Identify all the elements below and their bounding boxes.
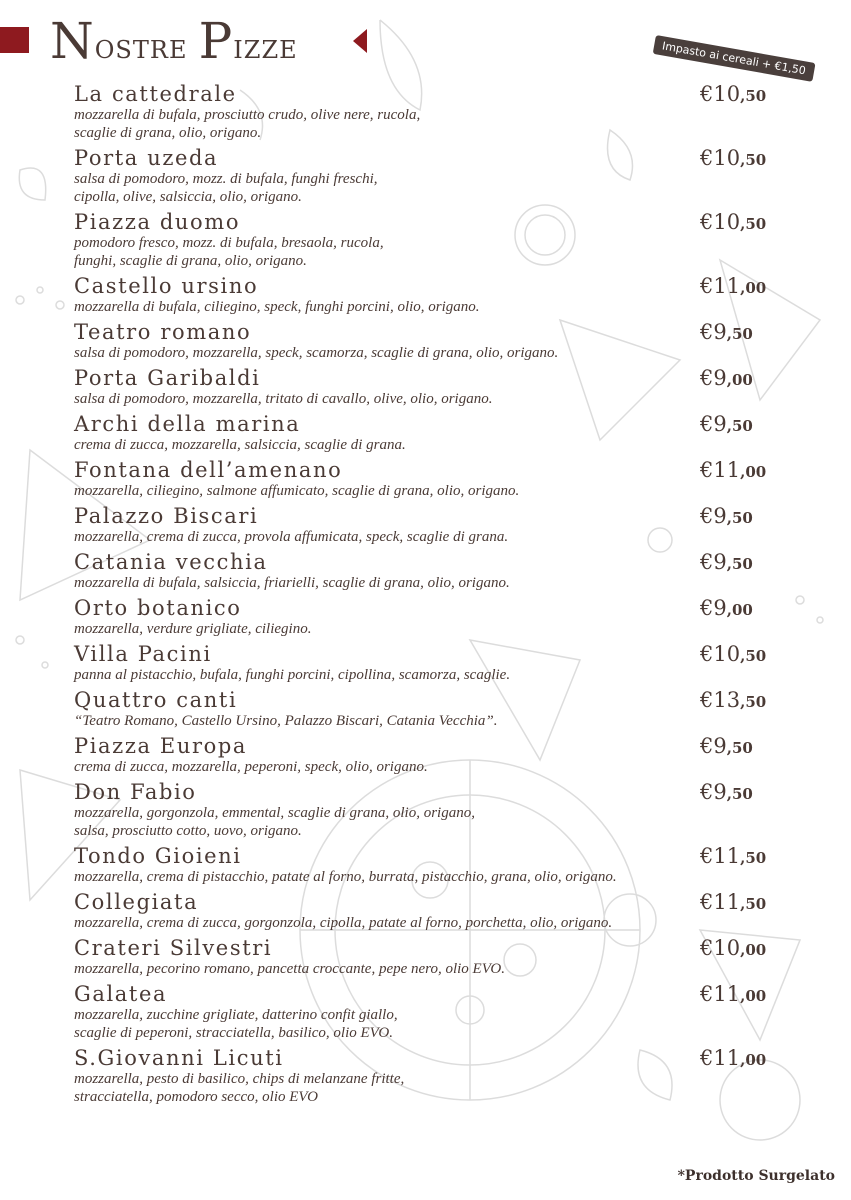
menu-item: [74, 982, 794, 1042]
pizza-ingredients: mozzarella, crema di pistacchio, patate al forno, burrata, pistacchio, grana, olio, origano.: [74, 869, 617, 885]
pizza-ingredients: mozzarella di bufala, ciliegino, speck, funghi porcini, olio, origano.: [74, 299, 480, 315]
price-euros: €11: [700, 844, 741, 868]
pizza-name: Piazza Europa: [74, 734, 247, 758]
pizza-price: [700, 550, 753, 576]
pizza-price: [700, 458, 766, 484]
pizza-price: [700, 936, 766, 962]
menu-item: [74, 274, 794, 316]
pizza-price: [700, 844, 766, 870]
price-euros: €10: [700, 82, 741, 106]
price-cents: ,00: [740, 279, 767, 297]
pizza-name: Archi della marina: [74, 412, 301, 436]
pizza-ingredients: mozzarella, zucchine grigliate, datterino confit giallo, scaglie di peperoni, stracciatella, basilico, olio EVO.: [74, 1007, 398, 1041]
pizza-name: Orto botanico: [74, 596, 242, 620]
price-cents: ,50: [740, 895, 767, 913]
price-cents: ,00: [740, 463, 767, 481]
price-cents: ,00: [740, 1051, 767, 1069]
menu-item: [74, 504, 794, 546]
price-euros: €9: [700, 780, 727, 804]
price-euros: €10: [700, 936, 741, 960]
price-cents: ,50: [726, 509, 753, 527]
pizza-ingredients: mozzarella, pesto di basilico, chips di melanzane fritte, stracciatella, pomodoro secco, olio EVO: [74, 1071, 405, 1105]
price-euros: €10: [700, 210, 741, 234]
price-euros: €11: [700, 458, 741, 482]
pizza-ingredients: mozzarella, gorgonzola, emmental, scaglie di grana, olio, origano, salsa, prosciutto cotto, uovo, origano.: [74, 805, 475, 839]
price-euros: €10: [700, 642, 741, 666]
menu-item: [74, 936, 794, 978]
price-cents: ,50: [740, 647, 767, 665]
pizza-name: Don Fabio: [74, 780, 197, 804]
menu-item: [74, 366, 794, 408]
pizza-name: S.Giovanni Licuti: [74, 1046, 284, 1070]
pizza-name: La cattedrale: [74, 82, 237, 106]
price-cents: ,50: [726, 785, 753, 803]
pizza-name: Teatro romano: [74, 320, 252, 344]
price-cents: ,50: [726, 325, 753, 343]
menu-item: [74, 210, 794, 270]
pizza-name: Fontana dell’amenano: [74, 458, 343, 482]
pizza-price: [700, 146, 766, 172]
pizza-name: Palazzo Biscari: [74, 504, 259, 528]
pizza-ingredients: mozzarella, verdure grigliate, ciliegino.: [74, 621, 312, 637]
price-euros: €11: [700, 890, 741, 914]
menu-item: [74, 688, 794, 730]
pizza-price: [700, 274, 766, 300]
price-euros: €11: [700, 982, 741, 1006]
pizza-price: [700, 1046, 766, 1072]
price-euros: €9: [700, 366, 727, 390]
pizza-price: [700, 210, 766, 236]
price-euros: €11: [700, 274, 741, 298]
pizza-price: [700, 780, 753, 806]
pizza-list: [74, 82, 794, 1110]
pizza-ingredients: mozzarella di bufala, prosciutto crudo, olive nere, rucola, scaglie di grana, olio, origano.: [74, 107, 421, 141]
menu-item: [74, 596, 794, 638]
pizza-price: [700, 504, 753, 530]
pizza-ingredients: mozzarella, crema di zucca, gorgonzola, cipolla, patate al forno, porchetta, olio, origano.: [74, 915, 613, 931]
price-euros: €9: [700, 734, 727, 758]
price-euros: €13: [700, 688, 741, 712]
price-cents: ,50: [740, 849, 767, 867]
pizza-ingredients: salsa di pomodoro, mozzarella, speck, scamorza, scaglie di grana, olio, origano.: [74, 345, 559, 361]
pizza-price: [700, 412, 753, 438]
price-euros: €9: [700, 550, 727, 574]
pizza-ingredients: mozzarella, pecorino romano, pancetta croccante, pepe nero, olio EVO.: [74, 961, 505, 977]
pizza-name: Castello ursino: [74, 274, 259, 298]
price-euros: €9: [700, 412, 727, 436]
header-accent-bar: [0, 27, 29, 53]
menu-item: [74, 82, 794, 142]
frozen-product-footnote: *Prodotto Surgelato: [677, 1168, 835, 1184]
pizza-name: Galatea: [74, 982, 168, 1006]
price-euros: €9: [700, 504, 727, 528]
price-cents: ,50: [726, 739, 753, 757]
pizza-ingredients: mozzarella, crema di zucca, provola affumicata, speck, scaglie di grana.: [74, 529, 509, 545]
menu-item: [74, 890, 794, 932]
pizza-name: Tondo Gioieni: [74, 844, 242, 868]
menu-item: [74, 320, 794, 362]
price-cents: ,50: [740, 87, 767, 105]
price-cents: ,00: [726, 371, 753, 389]
pizza-price: [700, 596, 753, 622]
pizza-price: [700, 366, 753, 392]
pizza-price: [700, 82, 766, 108]
price-euros: €9: [700, 596, 727, 620]
pizza-price: [700, 642, 766, 668]
pizza-name: Piazza duomo: [74, 210, 241, 234]
pizza-price: [700, 734, 753, 760]
price-cents: ,50: [740, 693, 767, 711]
pizza-ingredients: crema di zucca, mozzarella, salsiccia, scaglie di grana.: [74, 437, 406, 453]
price-cents: ,00: [740, 987, 767, 1005]
pizza-price: [700, 982, 766, 1008]
pizza-name: Crateri Silvestri: [74, 936, 273, 960]
page-title: Nostre Pizze: [50, 12, 298, 70]
price-euros: €10: [700, 146, 741, 170]
price-cents: ,50: [740, 215, 767, 233]
price-cents: ,00: [726, 601, 753, 619]
price-cents: ,50: [726, 417, 753, 435]
price-cents: ,50: [726, 555, 753, 573]
pizza-ingredients: salsa di pomodoro, mozz. di bufala, funghi freschi, cipolla, olive, salsiccia, olio, origano.: [74, 171, 378, 205]
menu-item: [74, 844, 794, 886]
menu-item: [74, 734, 794, 776]
pizza-name: Porta uzeda: [74, 146, 219, 170]
pizza-ingredients: salsa di pomodoro, mozzarella, tritato di cavallo, olive, olio, origano.: [74, 391, 493, 407]
price-cents: ,50: [740, 151, 767, 169]
pizza-ingredients: mozzarella di bufala, salsiccia, friarielli, scaglie di grana, olio, origano.: [74, 575, 510, 591]
menu-item: [74, 146, 794, 206]
menu-item: [74, 642, 794, 684]
menu-item: [74, 550, 794, 592]
menu-item: [74, 1046, 794, 1106]
pizza-ingredients: mozzarella, ciliegino, salmone affumicato, scaglie di grana, olio, origano.: [74, 483, 520, 499]
pizza-ingredients: panna al pistacchio, bufala, funghi porcini, cipollina, scamorza, scaglie.: [74, 667, 511, 683]
pizza-price: [700, 688, 766, 714]
price-euros: €11: [700, 1046, 741, 1070]
menu-item: [74, 780, 794, 840]
pizza-name: Collegiata: [74, 890, 199, 914]
pizza-name: Porta Garibaldi: [74, 366, 261, 390]
pizza-ingredients: crema di zucca, mozzarella, peperoni, speck, olio, origano.: [74, 759, 428, 775]
price-cents: ,00: [740, 941, 767, 959]
pizza-price: [700, 890, 766, 916]
menu-item: [74, 458, 794, 500]
pizza-price: [700, 320, 753, 346]
cereal-dough-badge: Impasto ai cereali + €1,50: [653, 35, 816, 82]
pizza-ingredients: “Teatro Romano, Castello Ursino, Palazzo Biscari, Catania Vecchia”.: [74, 713, 498, 729]
pizza-name: Quattro canti: [74, 688, 238, 712]
pizza-name: Catania vecchia: [74, 550, 268, 574]
title-arrow-icon: [353, 29, 367, 53]
pizza-name: Villa Pacini: [74, 642, 212, 666]
pizza-ingredients: pomodoro fresco, mozz. di bufala, bresaola, rucola, funghi, scaglie di grana, olio, origano.: [74, 235, 384, 269]
menu-item: [74, 412, 794, 454]
price-euros: €9: [700, 320, 727, 344]
